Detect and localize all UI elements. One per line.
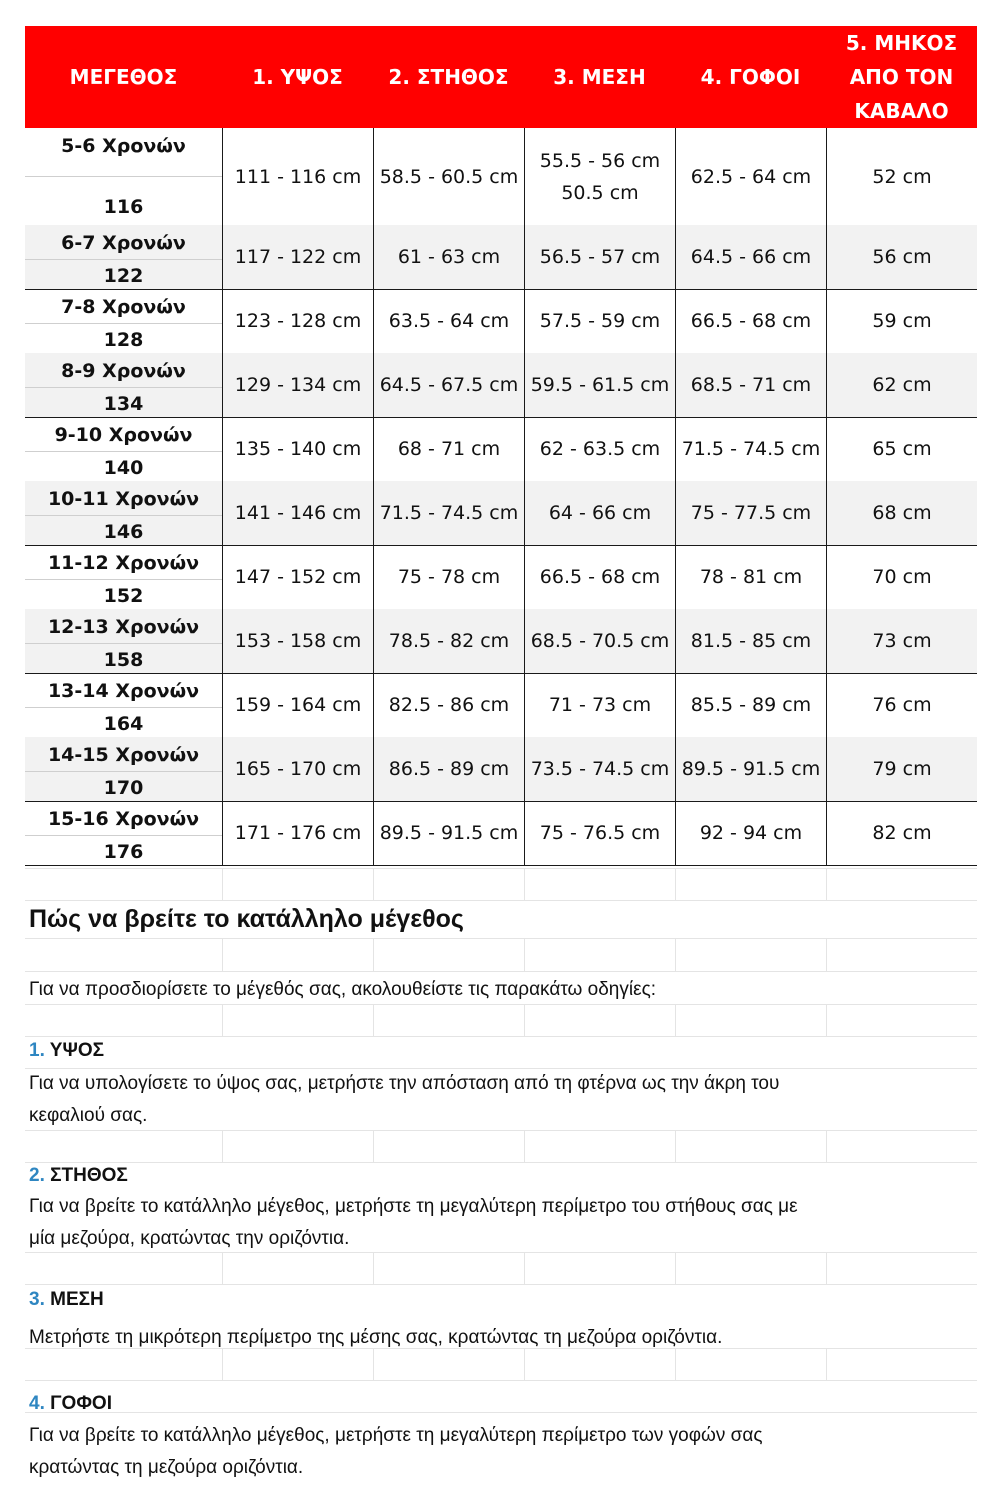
section-name: ΜΕΣΗ: [50, 1289, 104, 1310]
grid-line: [524, 868, 525, 900]
waist-value-2: 50.5 cm: [561, 181, 639, 204]
header-hips: 4. ΓΟΦΟΙ: [700, 65, 801, 89]
inseam-cell: 79 cm: [826, 737, 977, 801]
size-cell: [25, 801, 222, 865]
guide-section-hips: [29, 1393, 979, 1415]
height-cell: 147 - 152 cm: [222, 545, 373, 609]
guide-section-chest: [29, 1165, 979, 1187]
table-row: [25, 737, 977, 802]
desc-line: Μετρήστε τη μικρότερη περίμετρο της μέσης σας, κρατώντας τη μεζούρα οριζόντια.: [29, 1327, 723, 1348]
chest-cell: 82.5 - 86 cm: [373, 673, 524, 737]
chest-cell: 86.5 - 89 cm: [373, 737, 524, 801]
height-cell: 159 - 164 cm: [222, 673, 373, 737]
inseam-cell: 56 cm: [826, 225, 977, 289]
height-cell: 135 - 140 cm: [222, 417, 373, 481]
hips-cell: 85.5 - 89 cm: [675, 673, 826, 737]
chest-cell: 58.5 - 60.5 cm: [373, 128, 524, 225]
height-cell: 117 - 122 cm: [222, 225, 373, 289]
size-cell: [25, 737, 222, 801]
inseam-cell: 70 cm: [826, 545, 977, 609]
grid-line: [222, 1252, 223, 1284]
age-label: 8-9 Χρονών: [61, 360, 186, 382]
table-row: [25, 481, 977, 546]
age-label: 6-7 Χρονών: [61, 232, 186, 254]
size-label: 116: [103, 196, 144, 218]
hips-cell: 68.5 - 71 cm: [675, 353, 826, 417]
grid-line: [524, 938, 525, 971]
grid-line: [25, 938, 977, 939]
guide-section-height: [29, 1040, 979, 1062]
waist-cell: 75 - 76.5 cm: [524, 801, 675, 865]
grid-line: [524, 1252, 525, 1284]
grid-line: [25, 1036, 977, 1037]
grid-line: [826, 938, 827, 971]
size-cell: [25, 289, 222, 353]
desc-line: κεφαλιού σας.: [29, 1105, 148, 1126]
age-label: 13-14 Χρονών: [47, 680, 200, 702]
grid-line: [373, 938, 374, 971]
size-cell: [25, 545, 222, 609]
waist-cell: 66.5 - 68 cm: [524, 545, 675, 609]
age-label: 9-10 Χρονών: [54, 424, 193, 446]
table-row: [25, 673, 977, 738]
height-cell: 129 - 134 cm: [222, 353, 373, 417]
inseam-cell: 52 cm: [826, 128, 977, 225]
height-cell: 111 - 116 cm: [222, 128, 373, 225]
header-inseam-line-3: ΚΑΒΑΛΟ: [854, 99, 949, 123]
grid-line: [25, 1380, 977, 1381]
guide-intro: Για να προσδιορίσετε το μέγεθός σας, ακολουθείστε τις παρακάτω οδηγίες:: [29, 979, 656, 1000]
section-number: 2.: [29, 1165, 45, 1186]
size-label: 134: [103, 393, 144, 415]
guide-title: Πώς να βρείτε το κατάλληλο μέγεθος: [29, 905, 464, 933]
size-label: 176: [103, 841, 144, 863]
grid-line: [222, 1130, 223, 1162]
hips-cell: 92 - 94 cm: [675, 801, 826, 865]
grid-line: [222, 938, 223, 971]
guide-desc-chest: [29, 1191, 979, 1255]
chest-cell: 64.5 - 67.5 cm: [373, 353, 524, 417]
header-inseam-line-2: ΑΠΟ ΤΟΝ: [849, 65, 954, 89]
size-cell: [25, 609, 222, 673]
waist-cell: 68.5 - 70.5 cm: [524, 609, 675, 673]
waist-cell: 64 - 66 cm: [524, 481, 675, 545]
height-cell: 123 - 128 cm: [222, 289, 373, 353]
table-row: [25, 289, 977, 354]
header-inseam: [826, 26, 977, 128]
hips-cell: 62.5 - 64 cm: [675, 128, 826, 225]
guide-desc-hips: [29, 1420, 979, 1484]
header-height: 1. ΥΨΟΣ: [252, 65, 343, 89]
waist-cell: 56.5 - 57 cm: [524, 225, 675, 289]
waist-cell: 57.5 - 59 cm: [524, 289, 675, 353]
age-label: 12-13 Χρονών: [47, 616, 200, 638]
size-cell: [25, 417, 222, 481]
guide-desc-waist: [29, 1322, 979, 1354]
chest-cell: 68 - 71 cm: [373, 417, 524, 481]
grid-line: [675, 1004, 676, 1036]
waist-cell: 59.5 - 61.5 cm: [524, 353, 675, 417]
chest-cell: 89.5 - 91.5 cm: [373, 801, 524, 865]
size-cell: [25, 481, 222, 545]
header-inseam-line-1: 5. ΜΗΚΟΣ: [845, 31, 958, 55]
chest-cell: 75 - 78 cm: [373, 545, 524, 609]
size-cell: [25, 353, 222, 417]
section-number: 4.: [29, 1393, 45, 1414]
guide-section-waist: [29, 1289, 979, 1311]
grid-line: [222, 868, 223, 900]
age-label: 15-16 Χρονών: [47, 808, 200, 830]
grid-line: [524, 1004, 525, 1036]
hips-cell: 89.5 - 91.5 cm: [675, 737, 826, 801]
waist-cell: [524, 128, 675, 225]
inseam-cell: 68 cm: [826, 481, 977, 545]
grid-line: [25, 868, 977, 869]
size-cell: [25, 128, 222, 225]
size-label: 158: [103, 649, 144, 671]
grid-line: [222, 1004, 223, 1036]
chest-cell: 63.5 - 64 cm: [373, 289, 524, 353]
section-name: ΣΤΗΘΟΣ: [50, 1165, 128, 1186]
inseam-cell: 65 cm: [826, 417, 977, 481]
section-name: ΓΟΦΟΙ: [50, 1393, 112, 1414]
age-label: 11-12 Χρονών: [47, 552, 200, 574]
grid-line: [675, 1252, 676, 1284]
inseam-cell: 76 cm: [826, 673, 977, 737]
hips-cell: 75 - 77.5 cm: [675, 481, 826, 545]
size-label: 152: [103, 585, 144, 607]
table-row: [25, 128, 977, 226]
desc-line: κρατώντας τη μεζούρα οριζόντια.: [29, 1457, 304, 1478]
grid-line: [675, 1130, 676, 1162]
table-header: [25, 26, 977, 128]
section-name: ΥΨΟΣ: [49, 1040, 105, 1061]
size-label: 146: [103, 521, 144, 543]
size-label: 164: [103, 713, 144, 735]
age-label: 10-11 Χρονών: [47, 488, 200, 510]
hips-cell: 64.5 - 66 cm: [675, 225, 826, 289]
grid-line: [826, 1130, 827, 1162]
grid-line: [373, 1252, 374, 1284]
hips-cell: 78 - 81 cm: [675, 545, 826, 609]
header-chest: 2. ΣΤΗΘΟΣ: [388, 65, 509, 89]
desc-line: Για να βρείτε το κατάλληλο μέγεθος, μετρήστε τη μεγαλύτερη περίμετρο του στήθους σας με: [29, 1196, 798, 1217]
inseam-cell: 82 cm: [826, 801, 977, 865]
section-number: 1.: [29, 1040, 45, 1061]
size-label: 128: [103, 329, 144, 351]
waist-value: 55.5 - 56 cm: [539, 149, 661, 172]
grid-line: [25, 1162, 977, 1163]
size-label: 140: [103, 457, 144, 479]
height-cell: 165 - 170 cm: [222, 737, 373, 801]
desc-line: Για να υπολογίσετε το ύψος σας, μετρήστε την απόσταση από τη φτέρνα ως την άκρη του: [29, 1073, 780, 1094]
table-row: [25, 353, 977, 418]
header-waist: 3. ΜΕΣΗ: [553, 65, 646, 89]
size-label: 170: [103, 777, 144, 799]
table-row: [25, 225, 977, 290]
grid-line: [675, 938, 676, 971]
age-label: 5-6 Χρονών: [61, 135, 186, 157]
waist-cell: 71 - 73 cm: [524, 673, 675, 737]
grid-line: [826, 868, 827, 900]
table-row: [25, 801, 977, 866]
cell-divider: [25, 176, 222, 177]
grid-line: [675, 868, 676, 900]
size-cell: [25, 225, 222, 289]
table-row: [25, 417, 977, 482]
grid-line: [25, 971, 977, 972]
desc-line: μία μεζούρα, κρατώντας την οριζόντια.: [29, 1228, 350, 1249]
grid-line: [373, 868, 374, 900]
size-cell: [25, 673, 222, 737]
grid-line: [25, 1284, 977, 1285]
hips-cell: 71.5 - 74.5 cm: [675, 417, 826, 481]
chest-cell: 78.5 - 82 cm: [373, 609, 524, 673]
height-cell: 171 - 176 cm: [222, 801, 373, 865]
grid-line: [524, 1130, 525, 1162]
height-cell: 153 - 158 cm: [222, 609, 373, 673]
inseam-cell: 59 cm: [826, 289, 977, 353]
age-label: 14-15 Χρονών: [47, 744, 200, 766]
waist-cell: 73.5 - 74.5 cm: [524, 737, 675, 801]
grid-line: [373, 1004, 374, 1036]
waist-cell: 62 - 63.5 cm: [524, 417, 675, 481]
table-row: [25, 545, 977, 610]
grid-line: [25, 900, 977, 901]
age-label: 7-8 Χρονών: [61, 296, 186, 318]
grid-line: [826, 1004, 827, 1036]
chest-cell: 61 - 63 cm: [373, 225, 524, 289]
height-cell: 141 - 146 cm: [222, 481, 373, 545]
inseam-cell: 73 cm: [826, 609, 977, 673]
chest-cell: 71.5 - 74.5 cm: [373, 481, 524, 545]
guide-desc-height: [29, 1068, 979, 1132]
inseam-cell: 62 cm: [826, 353, 977, 417]
hips-cell: 81.5 - 85 cm: [675, 609, 826, 673]
section-number: 3.: [29, 1289, 45, 1310]
header-size: ΜΕΓΕΘΟΣ: [69, 65, 178, 89]
hips-cell: 66.5 - 68 cm: [675, 289, 826, 353]
grid-line: [826, 1252, 827, 1284]
desc-line: Για να βρείτε το κατάλληλο μέγεθος, μετρήστε τη μεγαλύτερη περίμετρο των γοφών σας: [29, 1425, 763, 1446]
table-row: [25, 609, 977, 674]
size-label: 122: [103, 265, 144, 287]
grid-line: [373, 1130, 374, 1162]
